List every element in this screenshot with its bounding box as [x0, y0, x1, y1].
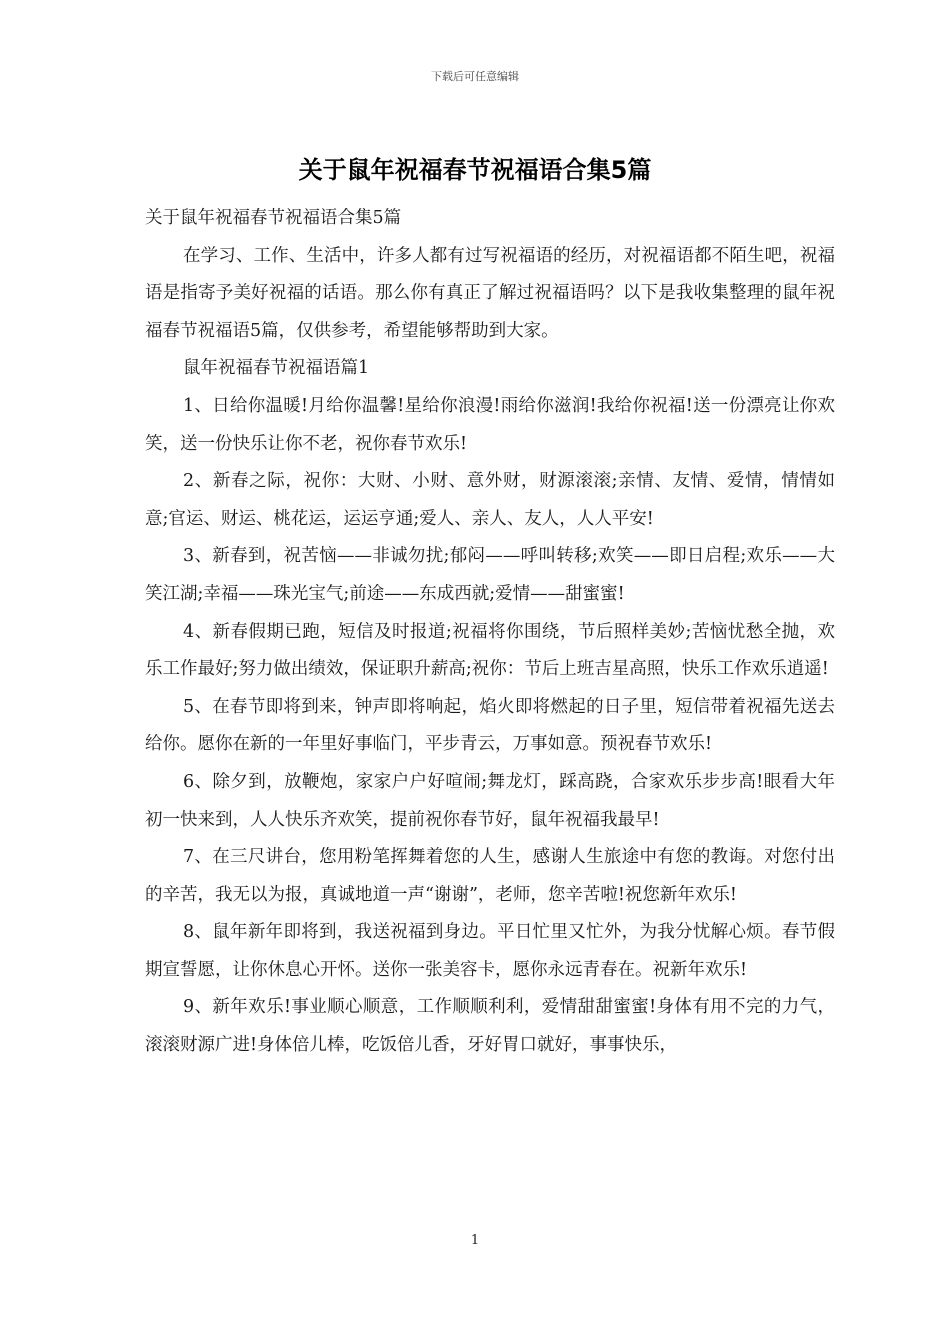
list-item: 3、新春到，祝苦恼——非诚勿扰;郁闷——呼叫转移;欢笑——即日启程;欢乐——大笑江湖;幸福——珠光宝气;前途——东成西就;爱情——甜蜜蜜!: [145, 546, 835, 604]
header-note: 下载后可任意编辑: [431, 70, 519, 83]
intro-paragraph: 在学习、工作、生活中，许多人都有过写祝福语的经历，对祝福语都不陌生吧，祝福语是指寄予美好祝福的话语。那么你有真正了解过祝福语吗？以下是我收集整理的鼠年祝福春节祝福语5篇，仅供参考，希望能够帮助到大家。: [145, 245, 835, 341]
list-item: 7、在三尺讲台，您用粉笔挥舞着您的人生，感谢人生旅途中有您的教诲。对您付出的辛苦，我无以为报，真诚地道一声“谢谢”，老师，您辛苦啦!祝您新年欢乐!: [145, 847, 835, 905]
list-item: 5、在春节即将到来，钟声即将响起，焰火即将燃起的日子里，短信带着祝福先送去给你。愿你在新的一年里好事临门，平步青云，万事如意。预祝春节欢乐!: [145, 696, 835, 755]
list-item: 1、日给你温暖!月给你温馨!星给你浪漫!雨给你滋润!我给你祝福!送一份漂亮让你欢笑，送一份快乐让你不老，祝你春节欢乐!: [145, 395, 835, 454]
list-item: 2、新春之际，祝你：大财、小财、意外财，财源滚滚;亲情、友情、爱情，情情如意;官运、财运、桃花运，运运亨通;爱人、亲人、友人，人人平安!: [145, 471, 835, 529]
list-item: 8、鼠年新年即将到，我送祝福到身边。平日忙里又忙外，为我分忧解心烦。春节假期宣誓愿，让你休息心开怀。送你一张美容卡，愿你永远青春在。祝新年欢乐!: [145, 922, 835, 980]
list-item: 9、新年欢乐!事业顺心顺意，工作顺顺利利，爱情甜甜蜜蜜!身体有用不完的力气，滚滚财源广进!身体倍儿棒，吃饭倍儿香，牙好胃口就好，事事快乐，: [145, 997, 835, 1056]
document-body: [145, 200, 835, 1065]
document-title: 关于鼠年祝福春节祝福语合集5篇: [298, 156, 652, 184]
list-item: 6、除夕到，放鞭炮，家家户户好喧闹;舞龙灯，踩高跷，合家欢乐步步高!眼看大年初一快来到，人人快乐齐欢笑，提前祝你春节好，鼠年祝福我最早!: [145, 771, 835, 830]
section-heading: 鼠年祝福春节祝福语篇1: [183, 358, 370, 379]
page-number: 1: [470, 1233, 480, 1248]
list-item: 4、新春假期已跑，短信及时报道;祝福将你围绕，节后照样美妙;苦恼忧愁全抛，欢乐工作最好;努力做出绩效，保证职升薪高;祝你：节后上班吉星高照，快乐工作欢乐逍遥!: [145, 621, 835, 680]
subtitle-line: 关于鼠年祝福春节祝福语合集5篇: [145, 208, 402, 228]
